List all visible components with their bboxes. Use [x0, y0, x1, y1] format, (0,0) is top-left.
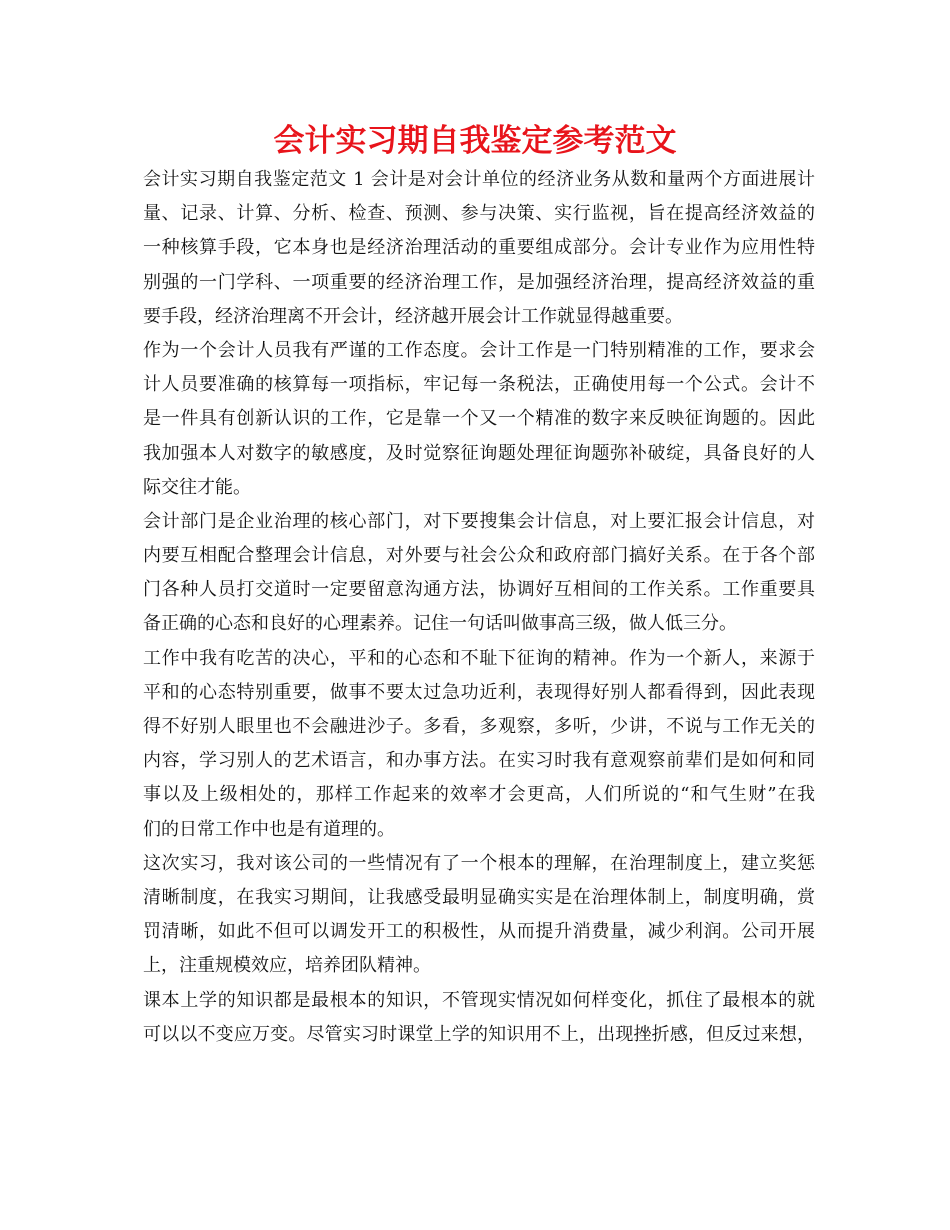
paragraph-line: 这次实习，我对该公司的一些情况有了一个根本的理解，在治理制度上，建立奖惩 — [143, 852, 815, 874]
paragraph-line: 内容，学习别人的艺术语言，和办事方法。在实习时我有意观察前辈们是如何和同 — [143, 750, 815, 772]
paragraph-line: 作为一个会计人员我有严谨的工作态度。会计工作是一门特别精准的工作，要求会 — [143, 339, 815, 361]
paragraph-line: 际交往才能。 — [143, 476, 251, 498]
paragraph-line: 量、记录、计算、分析、检查、预测、参与决策、实行监视，旨在提高经济效益的 — [143, 203, 815, 225]
paragraph-line: 们的日常工作中也是有道理的。 — [143, 818, 395, 840]
paragraph — [143, 847, 815, 984]
paragraph-line: 会计实习期自我鉴定范文 1 会计是对会计单位的经济业务从数和量两个方面进展计 — [143, 169, 815, 190]
paragraph-line: 会计部门是企业治理的核心部门，对下要搜集会计信息，对上要汇报会计信息，对 — [143, 510, 815, 532]
paragraph-line: 可以以不变应万变。尽管实习时课堂上学的知识用不上，出现挫折感，但反过来想， — [143, 1023, 815, 1045]
document-title: 会计实习期自我鉴定参考范文 — [273, 123, 677, 159]
paragraph — [143, 334, 815, 505]
paragraph-line: 门各种人员打交道时一定要留意沟通方法，协调好互相间的工作关系。工作重要具 — [143, 579, 815, 601]
paragraph — [143, 642, 815, 847]
paragraph-line: 是一件具有创新认识的工作，它是靠一个又一个精准的数字来反映征询题的。因此 — [143, 408, 815, 430]
paragraph-line: 计人员要准确的核算每一项指标，牢记每一条税法，正确使用每一个公式。会计不 — [143, 374, 815, 396]
paragraph-line: 我加强本人对数字的敏感度，及时觉察征询题处理征询题弥补破绽，具备良好的人 — [143, 442, 815, 464]
paragraph-line: 内要互相配合整理会计信息，对外要与社会公众和政府部门搞好关系。在于各个部 — [143, 545, 815, 567]
paragraph-line: 罚清晰，如此不但可以调发开工的积极性，从而提升消费量，减少利润。公司开展 — [143, 921, 815, 943]
paragraph-line: 别强的一门学科、一项重要的经济治理工作，是加强经济治理，提高经济效益的重 — [143, 271, 815, 293]
paragraph-line: 上，注重规模效应，培养团队精神。 — [143, 955, 431, 977]
paragraph-line: 事以及上级相处的，那样工作起来的效率才会更高，人们所说的“和气生财”在我 — [143, 784, 815, 806]
paragraph-line: 清晰制度，在我实习期间，让我感受最明显确实实是在治理体制上，制度明确，赏 — [143, 886, 815, 908]
paragraph-line: 平和的心态特别重要，做事不要太过急功近利，表现得好别人都看得到，因此表现 — [143, 681, 815, 703]
paragraph-line: 要手段，经济治理离不开会计，经济越开展会计工作就显得越重要。 — [143, 305, 683, 327]
paragraph-line: 工作中我有吃苦的决心，平和的心态和不耻下征询的精神。作为一个新人，来源于 — [143, 647, 815, 669]
paragraph — [143, 984, 815, 1052]
paragraph-line: 得不好别人眼里也不会融进沙子。多看，多观察，多听，少讲，不说与工作无关的 — [143, 716, 815, 737]
paragraph-line: 课本上学的知识都是最根本的知识，不管现实情况如何样变化，抓住了最根本的就 — [143, 989, 815, 1011]
paragraph — [143, 505, 815, 642]
paragraph-line: 备正确的心态和良好的心理素养。记住一句话叫做事高三级，做人低三分。 — [143, 613, 737, 635]
paragraph — [143, 163, 815, 334]
document-body — [143, 163, 815, 1052]
paragraph-line: 一种核算手段，它本身也是经济治理活动的重要组成部分。会计专业作为应用性特 — [143, 237, 815, 259]
